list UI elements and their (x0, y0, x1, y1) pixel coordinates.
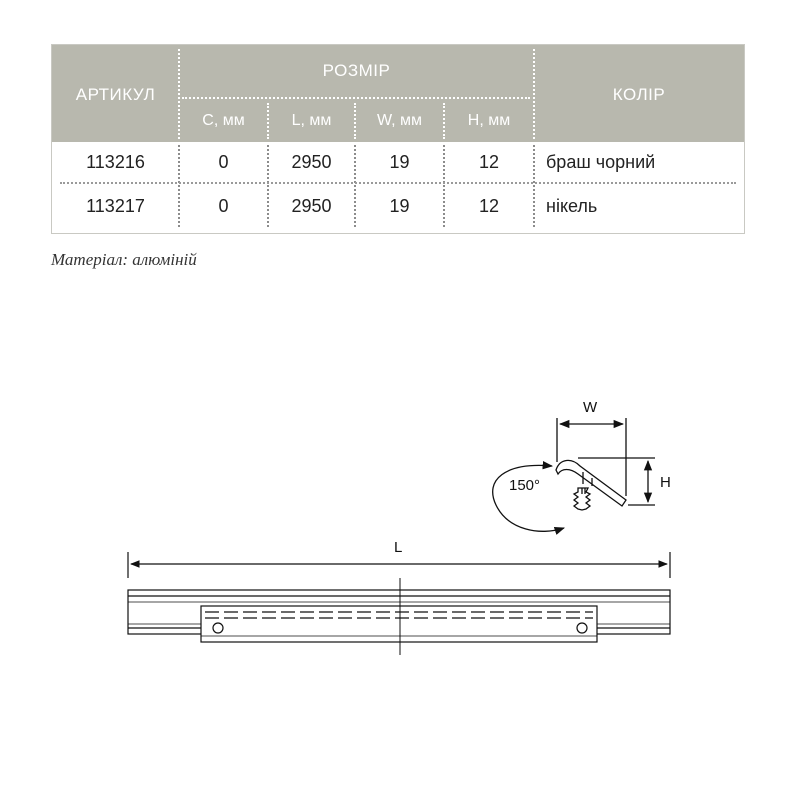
profile-barb (582, 488, 585, 494)
profile-side-view (128, 552, 670, 655)
header-sub-c: С, мм (202, 112, 245, 129)
header-sub-h: H, мм (467, 112, 511, 129)
table-cell-color: браш чорний (546, 152, 656, 172)
label-w: W (583, 399, 598, 416)
table-cell-l: 2950 (291, 152, 332, 172)
material-note: Матеріал: алюміній (51, 250, 197, 269)
header-size: РОЗМІР (322, 61, 391, 80)
table-cell-h: 12 (478, 196, 500, 216)
table-cell-color: нікель (546, 196, 598, 216)
label-angle: 150° (509, 477, 541, 494)
header-sub-l: L, мм (291, 112, 332, 129)
angle-arc (493, 465, 564, 531)
table-cell-h: 12 (478, 152, 500, 172)
header-sub-w: W, мм (376, 112, 423, 129)
table-cell-l: 2950 (291, 196, 332, 216)
table-cell-c: 0 (218, 152, 229, 172)
label-h: H (660, 474, 671, 491)
table-cell-w: 19 (389, 152, 410, 172)
table-cell-c: 0 (218, 196, 229, 216)
table-cell-article: 113217 (86, 196, 145, 216)
header-color: КОЛІР (612, 85, 666, 104)
profile-shape (556, 460, 626, 506)
table-cell-w: 19 (389, 196, 410, 216)
profile-cross-section (493, 418, 655, 531)
table-cell-article: 113216 (86, 152, 145, 172)
label-l: L (394, 539, 403, 556)
header-article: АРТИКУЛ (75, 85, 156, 104)
